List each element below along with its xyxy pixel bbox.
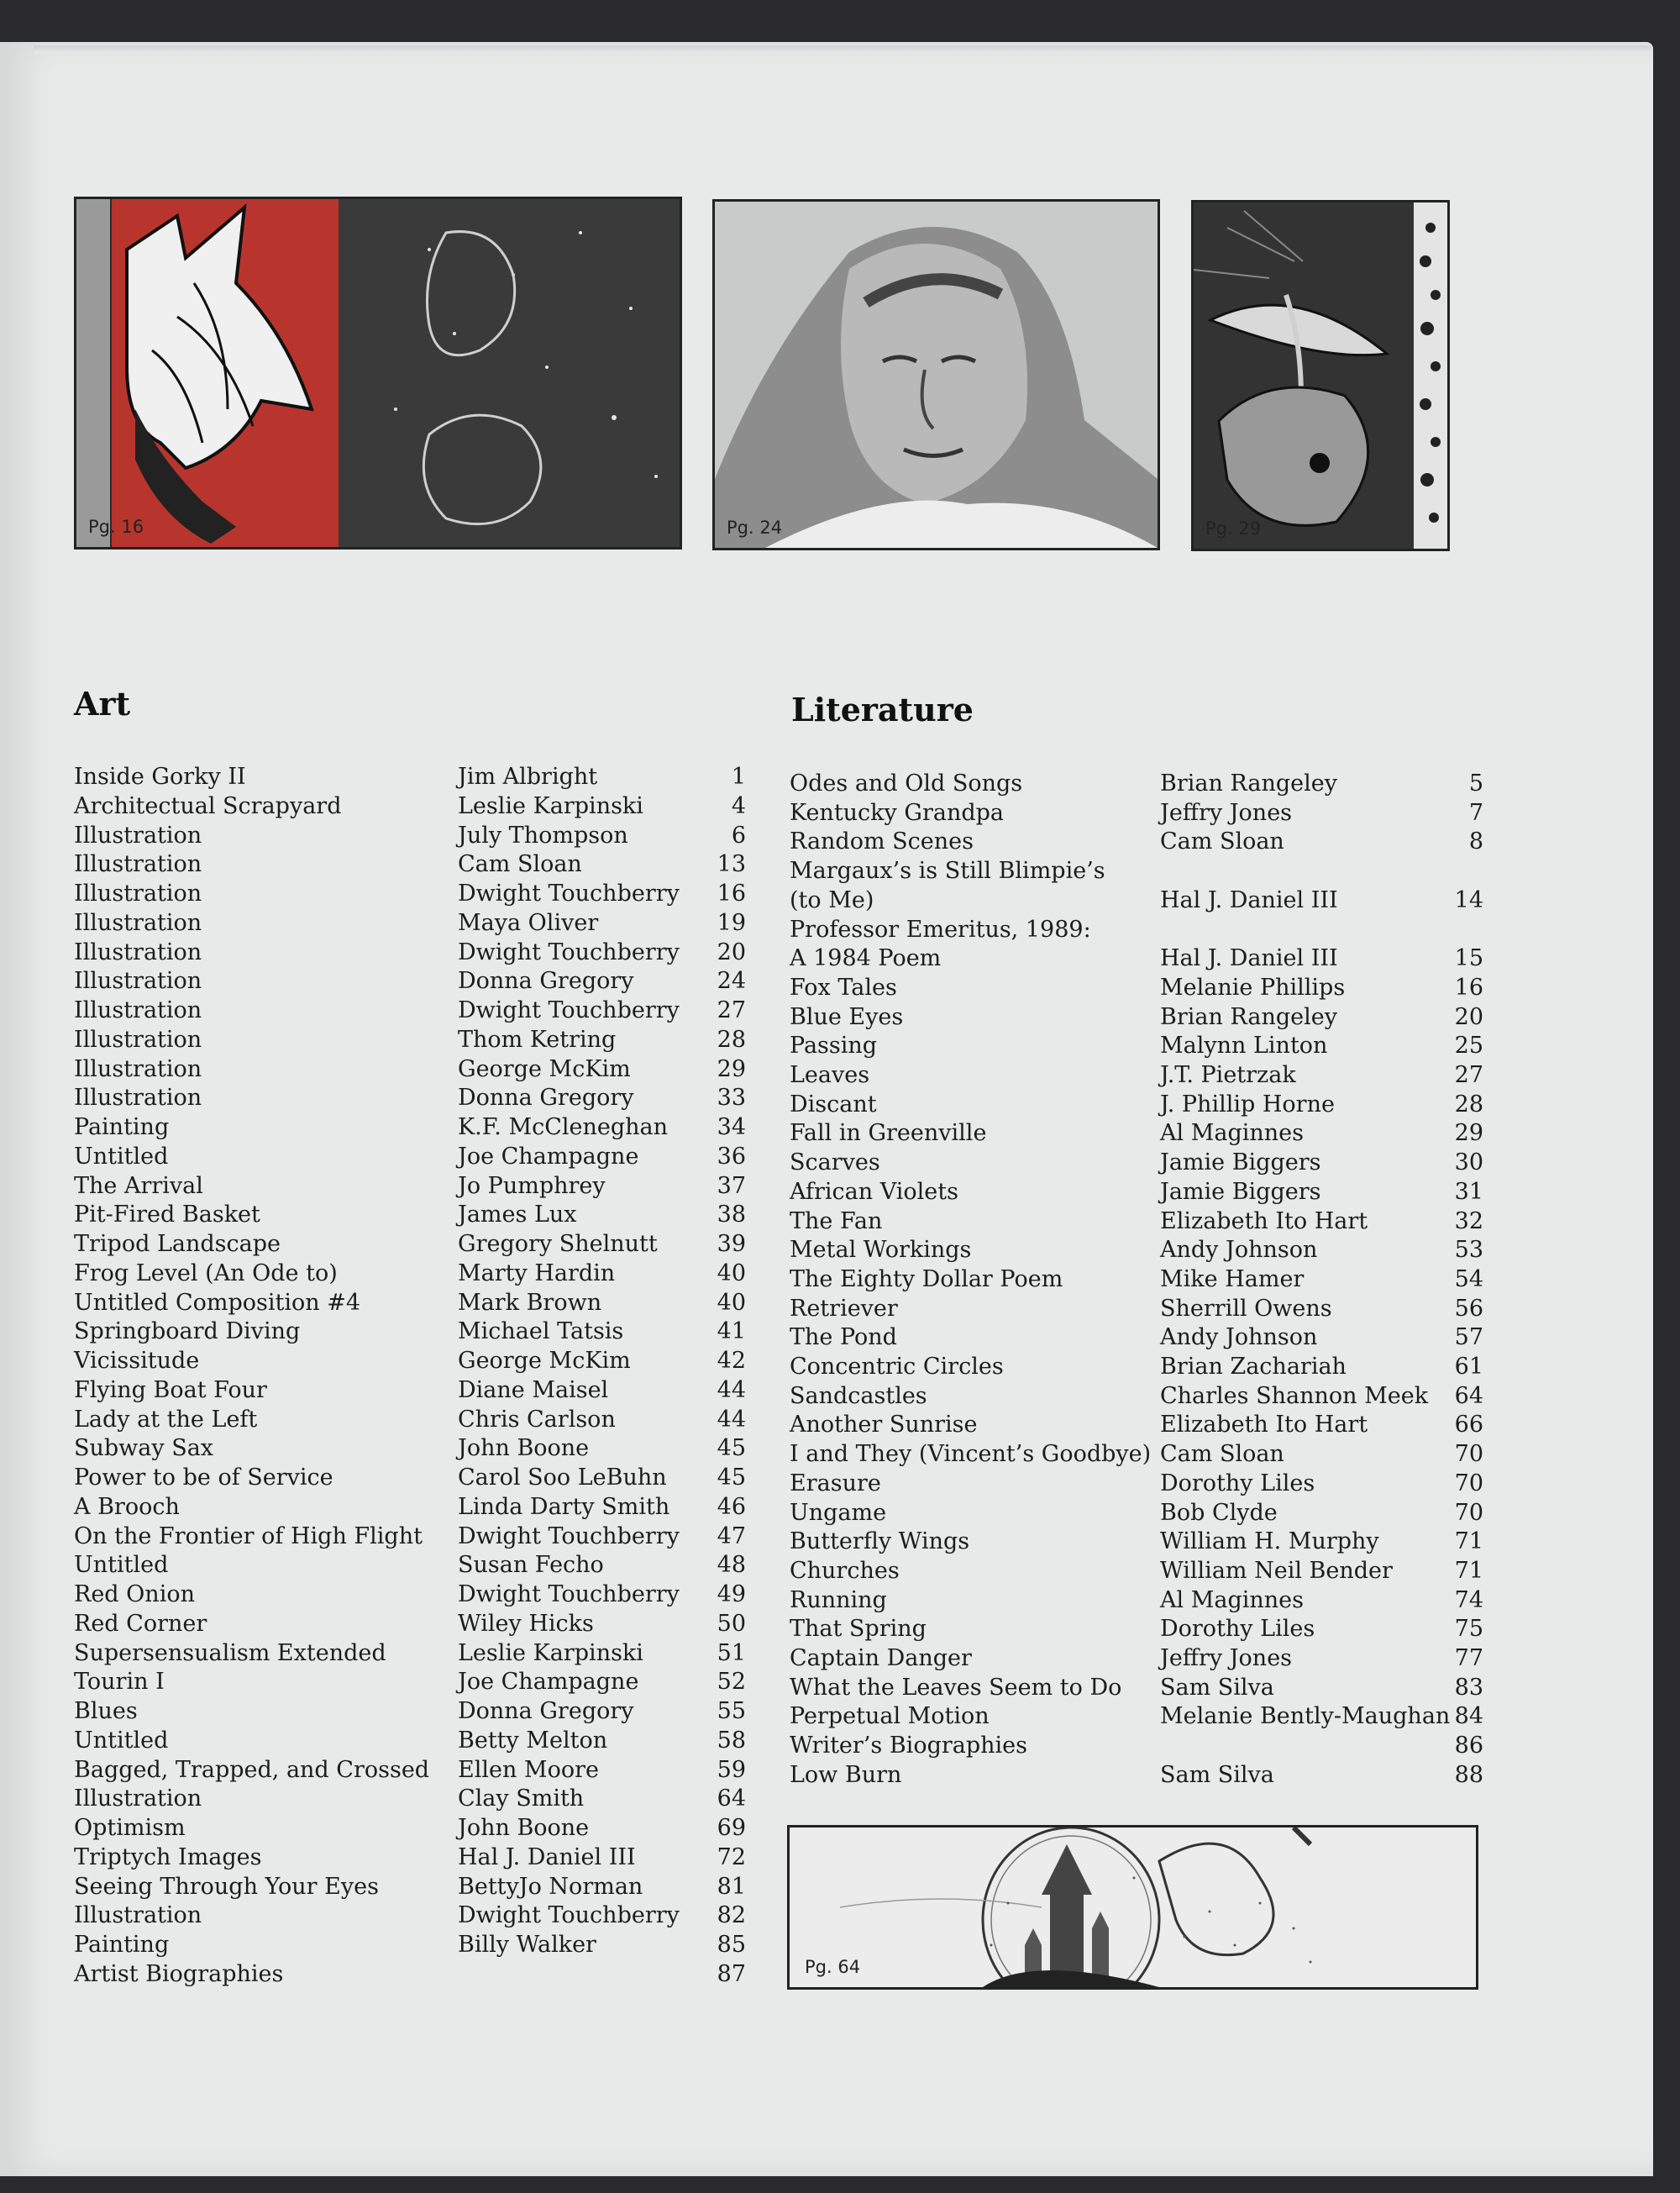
literature-page: 28 (1454, 1091, 1483, 1118)
art-artist: K.F. McCleneghan (458, 1114, 669, 1140)
art-title: Illustration (74, 1902, 202, 1929)
art-artist: Donna Gregory (458, 1698, 634, 1724)
literature-author: Elizabeth Ito Hart (1160, 1207, 1368, 1234)
literature-title: Writer’s Biographies (790, 1733, 1027, 1759)
page-edge (34, 45, 1651, 54)
art-artist: Ellen Moore (458, 1756, 599, 1783)
art-artist: BettyJo Norman (458, 1873, 643, 1900)
literature-page: 56 (1454, 1295, 1483, 1322)
literature-author: Sam Silva (1160, 1761, 1274, 1788)
literature-page: 29 (1454, 1120, 1483, 1147)
art-artist: Cam Sloan (458, 851, 582, 878)
art-artist: Leslie Karpinski (458, 792, 643, 819)
art-artist: Mark Brown (458, 1289, 602, 1316)
literature-title: Concentric Circles (790, 1354, 1004, 1380)
literature-author: Jeffry Jones (1160, 1645, 1293, 1671)
art-artist: Dwight Touchberry (458, 997, 680, 1023)
literature-page: 16 (1454, 974, 1483, 1001)
art-title: Architectual Scrapyard (74, 792, 342, 819)
literature-author: Melanie Bently-Maughan (1160, 1703, 1451, 1730)
literature-page: 66 (1454, 1412, 1483, 1438)
art-page: 64 (717, 1785, 746, 1812)
art-artist: Marty Hardin (458, 1260, 616, 1286)
literature-page: 5 (1468, 770, 1483, 797)
art-title: Triptych Images (74, 1843, 262, 1870)
art-title: Flying Boat Four (74, 1376, 267, 1403)
art-heading: Art (74, 685, 131, 723)
literature-page: 86 (1454, 1733, 1483, 1759)
art-title: Artist Biographies (74, 1960, 284, 1987)
literature-title: Fall in Greenville (790, 1120, 987, 1147)
literature-title: The Pond (790, 1324, 897, 1351)
literature-title: Kentucky Grandpa (790, 799, 1004, 826)
literature-title: Perpetual Motion (790, 1703, 990, 1730)
literature-author: Sam Silva (1160, 1674, 1274, 1701)
art-artist: Leslie Karpinski (458, 1639, 643, 1666)
art-page: 69 (717, 1815, 746, 1841)
art-title: Pit-Fired Basket (74, 1202, 260, 1228)
literature-title: Professor Emeritus, 1989: (790, 916, 1091, 943)
art-artist: Hal J. Daniel III (458, 1843, 636, 1870)
literature-page: 31 (1454, 1178, 1483, 1205)
literature-title: Random Scenes (790, 828, 974, 855)
literature-title: Metal Workings (790, 1237, 972, 1264)
literature-page: 27 (1454, 1062, 1483, 1088)
art-page: 58 (717, 1727, 746, 1754)
art-page: 85 (717, 1932, 746, 1958)
literature-author: Sherrill Owens (1160, 1295, 1332, 1322)
art-title: Vicissitude (74, 1348, 200, 1374)
literature-page: 84 (1454, 1703, 1483, 1730)
art-page: 29 (717, 1055, 746, 1082)
art-page: 38 (717, 1202, 746, 1228)
art-page: 59 (717, 1756, 746, 1783)
art-artist: John Boone (458, 1815, 590, 1841)
art-page: 4 (731, 792, 746, 819)
art-page: 50 (717, 1610, 746, 1637)
literature-page: 71 (1454, 1528, 1483, 1555)
art-artist: Dwight Touchberry (458, 881, 680, 907)
fox-illustration-art (76, 199, 680, 547)
art-artist: Chris Carlson (458, 1406, 616, 1433)
art-page: 24 (717, 968, 746, 995)
woman-portrait-art (715, 202, 1158, 548)
art-artist: Jo Pumphrey (458, 1172, 606, 1199)
art-page: 42 (717, 1348, 746, 1374)
art-title: Illustration (74, 939, 202, 965)
literature-title: The Eighty Dollar Poem (790, 1265, 1063, 1292)
art-title: Red Onion (74, 1581, 195, 1607)
leaf-illustration (1191, 200, 1450, 551)
art-artist: Joe Champagne (458, 1669, 639, 1696)
art-page: 20 (717, 939, 746, 965)
art-title: Red Corner (74, 1610, 207, 1637)
art-page: 49 (717, 1581, 746, 1607)
art-page: 39 (717, 1231, 746, 1257)
literature-title: Retriever (790, 1295, 898, 1322)
literature-author: William Neil Bender (1160, 1557, 1393, 1584)
literature-author: Cam Sloan (1160, 1441, 1284, 1468)
literature-page: 70 (1454, 1470, 1483, 1496)
literature-author: Malynn Linton (1160, 1033, 1328, 1060)
literature-author: Cam Sloan (1160, 828, 1284, 855)
art-page: 45 (717, 1465, 746, 1491)
art-page: 41 (717, 1318, 746, 1345)
literature-page: 88 (1454, 1761, 1483, 1788)
art-artist: Diane Maisel (458, 1376, 609, 1403)
literature-author: Hal J. Daniel III (1160, 886, 1338, 913)
art-title: Untitled (74, 1143, 169, 1170)
art-artist: Gregory Shelnutt (458, 1231, 658, 1257)
literature-page: 30 (1454, 1149, 1483, 1176)
literature-page: 7 (1468, 799, 1483, 826)
literature-author: Hal J. Daniel III (1160, 945, 1338, 972)
literature-title: Churches (790, 1557, 900, 1584)
art-title: Painting (74, 1114, 170, 1140)
literature-page: 70 (1454, 1441, 1483, 1468)
literature-page: 32 (1454, 1207, 1483, 1234)
art-title: Untitled Composition #4 (74, 1289, 361, 1316)
literature-title: Scarves (790, 1149, 880, 1176)
art-page: 52 (717, 1669, 746, 1696)
literature-title: Running (790, 1586, 887, 1613)
literature-author: William H. Murphy (1160, 1528, 1379, 1555)
literature-title: The Fan (790, 1207, 883, 1234)
literature-title: Blue Eyes (790, 1003, 904, 1030)
art-title: On the Frontier of High Flight (74, 1522, 423, 1549)
literature-page: 74 (1454, 1586, 1483, 1613)
art-title: Illustration (74, 1026, 202, 1053)
art-page: 40 (717, 1289, 746, 1316)
literature-page: 57 (1454, 1324, 1483, 1351)
art-page: 19 (717, 909, 746, 936)
art-artist: Dwight Touchberry (458, 1902, 680, 1929)
literature-author: Dorothy Liles (1160, 1470, 1315, 1496)
art-artist: George McKim (458, 1348, 631, 1374)
art-page: 72 (717, 1843, 746, 1870)
literature-title: Passing (790, 1033, 878, 1060)
literature-author: Brian Rangeley (1160, 770, 1338, 797)
literature-author: J. Phillip Horne (1160, 1091, 1335, 1118)
art-page: 46 (717, 1493, 746, 1520)
literature-title: Sandcastles (790, 1382, 927, 1409)
art-artist: Maya Oliver (458, 909, 599, 936)
art-artist: Dwight Touchberry (458, 939, 680, 965)
literature-author: J.T. Pietrzak (1160, 1062, 1296, 1088)
art-page: 37 (717, 1172, 746, 1199)
art-title: Painting (74, 1932, 170, 1958)
art-title: Tripod Landscape (74, 1231, 281, 1257)
art-title: Supersensualism Extended (74, 1639, 386, 1666)
art-artist: James Lux (458, 1202, 577, 1228)
literature-page: 53 (1454, 1237, 1483, 1264)
literature-page (1411, 916, 1483, 945)
art-artist: Wiley Hicks (458, 1610, 594, 1637)
literature-title: Ungame (790, 1499, 887, 1526)
art-page: 6 (731, 822, 746, 849)
literature-author: Charles Shannon Meek (1160, 1382, 1429, 1409)
art-title: Illustration (74, 1785, 202, 1812)
literature-page: 83 (1454, 1674, 1483, 1701)
art-title: Springboard Diving (74, 1318, 301, 1345)
literature-author: Al Maginnes (1160, 1586, 1304, 1613)
literature-page: 64 (1454, 1382, 1483, 1409)
literature-page: 71 (1454, 1557, 1483, 1584)
art-artist: Dwight Touchberry (458, 1522, 680, 1549)
literature-page: 70 (1454, 1499, 1483, 1526)
art-artist: Billy Walker (458, 1932, 596, 1958)
literature-title: What the Leaves Seem to Do (790, 1674, 1122, 1701)
art-page: 1 (731, 764, 746, 790)
art-page: 51 (717, 1639, 746, 1666)
art-title: Illustration (74, 997, 202, 1023)
art-title: Power to be of Service (74, 1465, 333, 1491)
art-title: Seeing Through Your Eyes (74, 1873, 379, 1900)
art-page: 34 (717, 1114, 746, 1140)
art-artist: Donna Gregory (458, 1085, 634, 1112)
literature-title: African Violets (790, 1178, 958, 1205)
art-page: 13 (717, 851, 746, 878)
art-title: The Arrival (74, 1172, 203, 1199)
image-caption-1: Pg. 16 (88, 517, 144, 537)
art-title: Inside Gorky II (74, 764, 246, 790)
literature-author: Andy Johnson (1160, 1237, 1318, 1264)
art-page: 82 (717, 1902, 746, 1929)
art-title: Illustration (74, 851, 202, 878)
image-caption-4: Pg. 64 (805, 1957, 861, 1977)
literature-author: Dorothy Liles (1160, 1616, 1315, 1643)
literature-heading: Literature (791, 691, 974, 728)
literature-author: Jeffry Jones (1160, 799, 1293, 826)
art-title: Lady at the Left (74, 1406, 258, 1433)
art-artist: Thom Ketring (458, 1026, 617, 1053)
literature-author: Andy Johnson (1160, 1324, 1318, 1351)
literature-title: A 1984 Poem (790, 945, 942, 972)
literature-author: Brian Zachariah (1160, 1354, 1347, 1380)
literature-title: Margaux’s is Still Blimpie’s (790, 858, 1105, 885)
art-title: Frog Level (An Ode to) (74, 1260, 338, 1286)
art-title: Tourin I (74, 1669, 165, 1696)
art-page: 44 (717, 1406, 746, 1433)
art-title: Blues (74, 1698, 138, 1724)
art-page: 44 (717, 1376, 746, 1403)
literature-author: Brian Rangeley (1160, 1003, 1338, 1030)
literature-author: Al Maginnes (1160, 1120, 1304, 1147)
art-title: Illustration (74, 822, 202, 849)
art-page: 55 (717, 1698, 746, 1724)
art-title: A Brooch (74, 1493, 180, 1520)
art-title: Illustration (74, 881, 202, 907)
art-page: 87 (717, 1960, 746, 1987)
literature-title: Discant (790, 1091, 877, 1118)
literature-author: Melanie Phillips (1160, 974, 1346, 1001)
art-page: 40 (717, 1260, 746, 1286)
literature-title: Butterfly Wings (790, 1528, 970, 1555)
art-artist: George McKim (458, 1055, 631, 1082)
art-page: 45 (717, 1435, 746, 1462)
literature-title: Leaves (790, 1062, 870, 1088)
literature-author: Jamie Biggers (1160, 1178, 1321, 1205)
fox-illustration (74, 197, 682, 550)
art-page: 33 (717, 1085, 746, 1112)
literature-title: I and They (Vincent’s Goodbye) (790, 1441, 1152, 1468)
literature-author: Elizabeth Ito Hart (1160, 1412, 1368, 1438)
castle-illustration-art (790, 1828, 1476, 1987)
art-artist: Carol Soo LeBuhn (458, 1465, 667, 1491)
literature-page: 61 (1454, 1354, 1483, 1380)
literature-page: 15 (1454, 945, 1483, 972)
literature-author: Mike Hamer (1160, 1265, 1305, 1292)
literature-page: 14 (1454, 886, 1483, 913)
literature-title: Captain Danger (790, 1645, 972, 1671)
art-title: Untitled (74, 1552, 169, 1579)
literature-author: Jamie Biggers (1160, 1149, 1321, 1176)
art-title: Illustration (74, 1055, 202, 1082)
image-caption-3: Pg. 29 (1205, 518, 1262, 539)
art-page: 27 (717, 997, 746, 1023)
art-artist: July Thompson (458, 822, 628, 849)
art-title: Illustration (74, 1085, 202, 1112)
art-artist: Susan Fecho (458, 1552, 604, 1579)
art-artist: Betty Melton (458, 1727, 608, 1754)
art-page: 47 (717, 1522, 746, 1549)
castle-illustration (787, 1825, 1478, 1990)
art-artist: Donna Gregory (458, 968, 634, 995)
art-page: 28 (717, 1026, 746, 1053)
literature-page: 8 (1468, 828, 1483, 855)
art-artist: Dwight Touchberry (458, 1581, 680, 1607)
literature-title: Odes and Old Songs (790, 770, 1023, 797)
literature-author: Bob Clyde (1160, 1499, 1278, 1526)
art-page: 36 (717, 1143, 746, 1170)
art-page: 81 (717, 1873, 746, 1900)
literature-page: 77 (1454, 1645, 1483, 1671)
literature-page (1411, 857, 1483, 886)
literature-title: Erasure (790, 1470, 881, 1496)
literature-title: Low Burn (790, 1761, 902, 1788)
art-title: Subway Sax (74, 1435, 214, 1462)
art-title: Bagged, Trapped, and Crossed (74, 1756, 430, 1783)
literature-page: 75 (1454, 1616, 1483, 1643)
art-artist: Michael Tatsis (458, 1318, 624, 1345)
art-artist: John Boone (458, 1435, 590, 1462)
leaf-illustration-art (1194, 202, 1447, 549)
art-artist: Jim Albright (458, 764, 598, 790)
art-title: Optimism (74, 1815, 186, 1841)
literature-page: 25 (1454, 1033, 1483, 1060)
art-title: Illustration (74, 909, 202, 936)
art-page: 16 (717, 881, 746, 907)
art-artist: Clay Smith (458, 1785, 585, 1812)
art-title: Illustration (74, 968, 202, 995)
literature-page: 54 (1454, 1265, 1483, 1292)
art-artist: Linda Darty Smith (458, 1493, 670, 1520)
image-caption-2: Pg. 24 (727, 518, 783, 538)
art-artist: Joe Champagne (458, 1143, 639, 1170)
literature-title: Another Sunrise (790, 1412, 978, 1438)
literature-title: Fox Tales (790, 974, 897, 1001)
art-title: Untitled (74, 1727, 169, 1754)
woman-portrait (712, 199, 1160, 550)
art-page: 48 (717, 1552, 746, 1579)
literature-page: 20 (1454, 1003, 1483, 1030)
literature-title: (to Me) (790, 886, 874, 913)
literature-title: That Spring (790, 1616, 927, 1643)
